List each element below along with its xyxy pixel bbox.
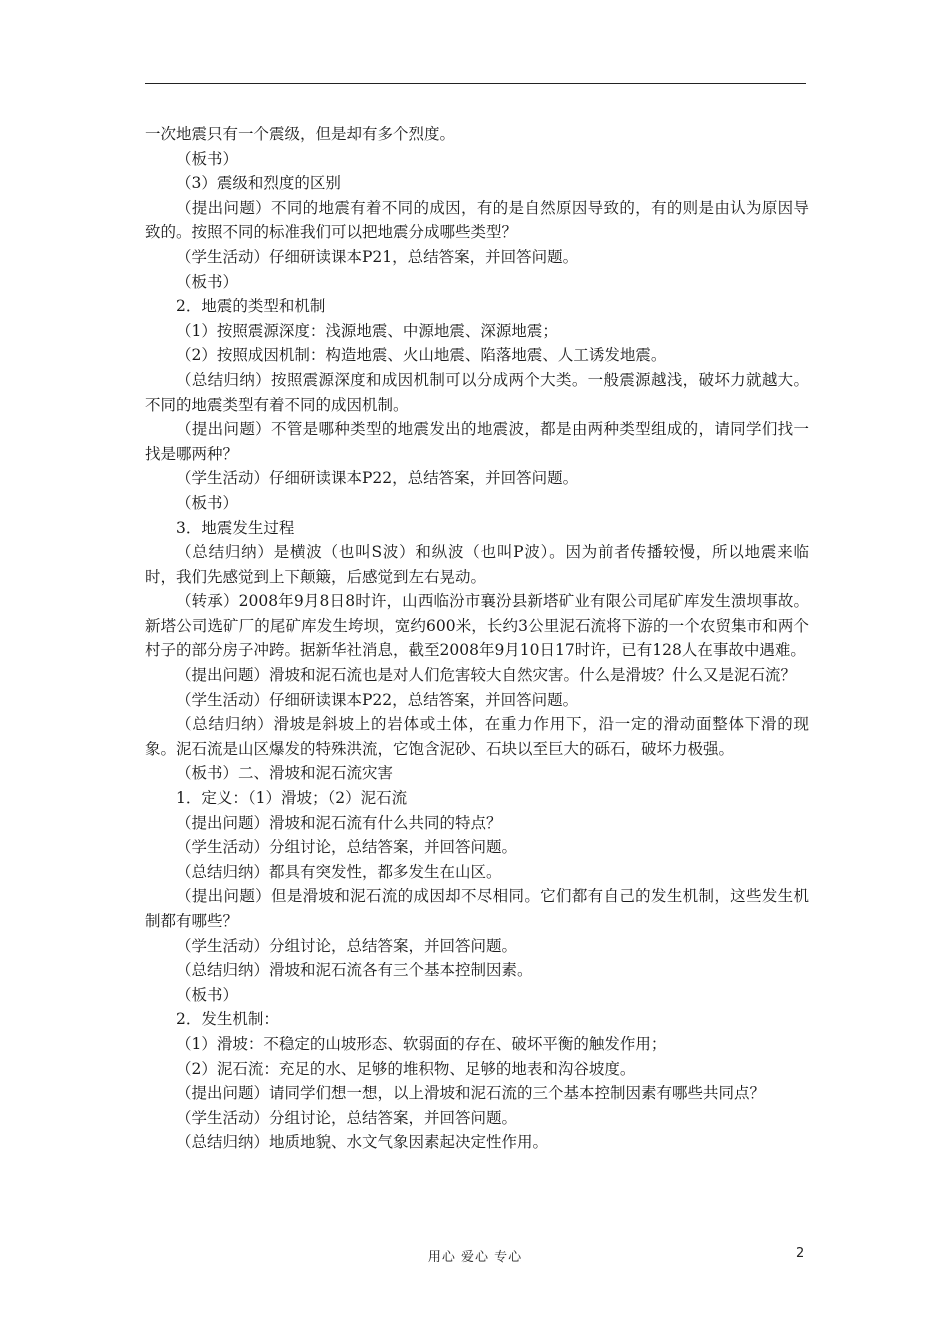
section-heading: （板书）二、滑坡和泥石流灾害 (176, 764, 394, 783)
paragraph: （转承）2008年9月8日8时许，山西临汾市襄汾县新塔矿业有限公司尾矿库发生溃坝事故。新塔公司选矿厂的尾矿库发生垮坝，宽约600米，长约3公里泥石流将下游的一个农贸集市和两个村子的部分房子冲跨。据新华社消息，截至2008年9月10日17时许，已有128人在事故中遇难。 (145, 592, 809, 660)
paragraph: （提出问题）请同学们想一想，以上滑坡和泥石流的三个基本控制因素有哪些共同点？ (176, 1084, 766, 1103)
paragraph: （1）按照震源深度：浅源地震、中源地震、深源地震； (176, 321, 558, 340)
paragraph: （提出问题）不同的地震有着不同的成因，有的是自然原因导致的，有的则是由认为原因导致的。按照不同的标准我们可以把地震分成哪些类型？ (145, 198, 809, 242)
paragraph: （板书） (176, 272, 239, 291)
paragraph: （总结归纳）是横波（也叫S波）和纵波（也叫P波）。因为前者传播较慢，所以地震来临时，我们先感觉到上下颠簸，后感觉到左右晃动。 (145, 543, 809, 586)
paragraph: （提出问题）滑坡和泥石流有什么共同的特点？ (176, 813, 502, 832)
paragraph: （总结归纳）都具有突发性，都多发生在山区。 (176, 862, 502, 881)
paragraph: （提出问题）滑坡和泥石流也是对人们危害较大自然灾害。什么是滑坡？什么又是泥石流？ (176, 666, 797, 685)
paragraph: （学生活动）仔细研读课本P21，总结答案，并回答问题。 (176, 247, 579, 266)
footer-motto: 用心 爱心 专心 (427, 1250, 523, 1265)
header-rule (145, 83, 806, 84)
paragraph: （学生活动）分组讨论，总结答案，并回答问题。 (176, 936, 518, 955)
page-number: 2 (796, 1246, 805, 1261)
paragraph: （2）按照成因机制：构造地震、火山地震、陷落地震、人工诱发地震。 (176, 346, 667, 365)
paragraph: （学生活动）分组讨论，总结答案，并回答问题。 (176, 1108, 518, 1127)
paragraph: （2）泥石流：充足的水、足够的堆积物、足够的地表和沟谷坡度。 (176, 1059, 636, 1078)
paragraph: （总结归纳）滑坡是斜坡上的岩体或土体，在重力作用下，沿一定的滑动面整体下滑的现象。泥石流是山区爆发的特殊洪流，它饱含泥砂、石块以至巨大的砾石，破坏力极强。 (145, 715, 809, 758)
paragraph: （学生活动）仔细研读课本P22，总结答案，并回答问题。 (176, 469, 579, 488)
section-heading: 2．发生机制： (176, 1010, 279, 1029)
paragraph: （学生活动）分组讨论，总结答案，并回答问题。 (176, 838, 518, 857)
section-heading: 2．地震的类型和机制 (176, 297, 326, 316)
paragraph: （总结归纳）滑坡和泥石流各有三个基本控制因素。 (176, 961, 533, 980)
paragraph: （板书） (176, 985, 239, 1004)
paragraph: （1）滑坡：不稳定的山坡形态、软弱面的存在、破坏平衡的触发作用； (176, 1034, 667, 1053)
paragraph: 一次地震只有一个震级，但是却有多个烈度。 (145, 125, 456, 143)
paragraph: （总结归纳）地质地貌、水文气象因素起决定性作用。 (176, 1133, 549, 1152)
document-body (145, 122, 809, 1155)
paragraph: （板书） (176, 493, 239, 512)
paragraph: （总结归纳）按照震源深度和成因机制可以分成两个大类。一般震源越浅，破坏力就越大。不同的地震类型有着不同的成因机制。 (145, 370, 809, 414)
paragraph: （板书） (176, 149, 239, 168)
section-heading: 3．地震发生过程 (176, 518, 295, 537)
paragraph: （提出问题）但是滑坡和泥石流的成因却不尽相同。它们都有自己的发生机制，这些发生机制都有哪些？ (145, 887, 809, 930)
paragraph: 1．定义：（1）滑坡；（2）泥石流 (176, 789, 408, 808)
paragraph: （提出问题）不管是哪种类型的地震发出的地震波，都是由两种类型组成的，请同学们找一找是哪两种？ (145, 420, 809, 463)
paragraph: （3）震级和烈度的区别 (176, 174, 341, 193)
paragraph: （学生活动）仔细研读课本P22，总结答案，并回答问题。 (176, 690, 579, 709)
